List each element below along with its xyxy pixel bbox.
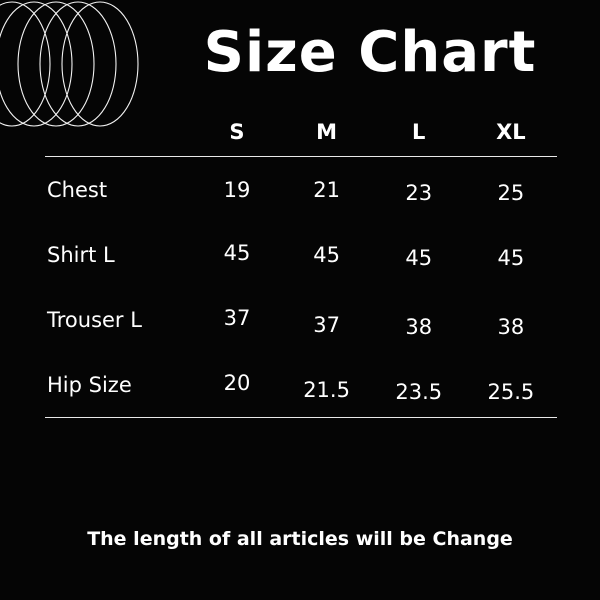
table-row	[45, 287, 557, 352]
cell-hip-l: 23.5	[373, 359, 465, 425]
cell-trouser-xl: 38	[497, 314, 525, 339]
cell-chest-l: 23	[405, 180, 433, 205]
row-label-trouser-length: Trouser L	[47, 307, 142, 332]
cell-trouser-m: 37	[313, 312, 340, 337]
column-header-l: L	[412, 120, 426, 144]
cell-shirt-l: 45	[405, 245, 433, 270]
size-chart-table-wrapper	[45, 108, 557, 418]
table-row	[45, 222, 557, 287]
cell-hip-xl: 25.5	[465, 359, 557, 425]
row-label-hip-size: Hip Size	[45, 352, 193, 418]
size-chart-table	[45, 108, 557, 418]
cell-hip-s: 20	[193, 350, 280, 416]
cell-shirt-m: 45	[313, 242, 340, 267]
cell-shirt-xl: 45	[497, 245, 525, 270]
row-label-chest: Chest	[47, 177, 108, 202]
cell-chest-m: 21	[313, 177, 340, 202]
table-row	[45, 157, 557, 222]
cell-trouser-l: 38	[405, 314, 433, 339]
footnote-text: The length of all articles will be Change	[87, 528, 513, 550]
column-header-m: M	[316, 120, 338, 144]
column-header-xl: XL	[496, 120, 526, 144]
table-header-row	[45, 108, 557, 156]
cell-shirt-s: 45	[223, 240, 251, 265]
cell-hip-m: 21.5	[281, 357, 373, 423]
row-label-shirt-length: Shirt L	[47, 242, 115, 267]
page-title: Size Chart	[203, 20, 537, 85]
cell-chest-s: 19	[223, 177, 251, 202]
cell-trouser-s: 37	[223, 305, 251, 330]
column-header-s: S	[229, 120, 245, 144]
table-row	[45, 352, 557, 418]
column-header-measurement	[45, 108, 193, 156]
cell-chest-xl: 25	[497, 180, 525, 205]
